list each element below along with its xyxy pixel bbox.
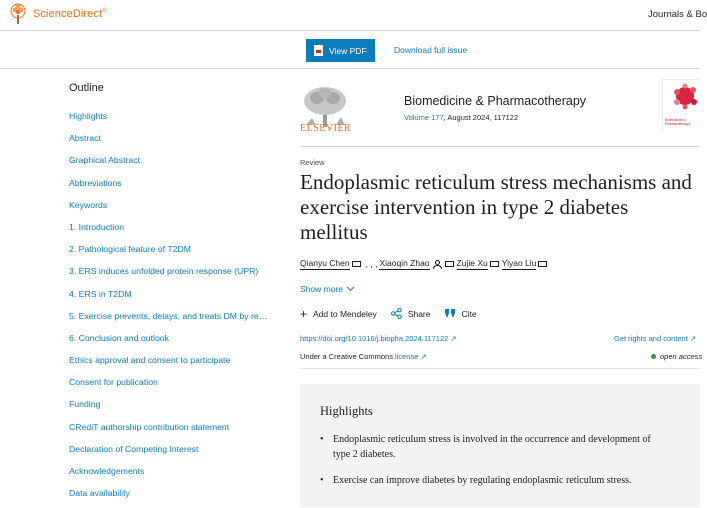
outline-item-ethics[interactable]: Ethics approval and consent to participate bbox=[69, 355, 231, 366]
email-icon[interactable] bbox=[490, 261, 499, 267]
open-access-label: open access bbox=[660, 352, 703, 361]
outline-title: Outline bbox=[69, 82, 104, 94]
view-pdf-button[interactable] bbox=[306, 39, 375, 62]
author-xiaoqin-zhao[interactable]: Xiaoqin Zhao bbox=[379, 258, 430, 268]
outline-item-declaration[interactable]: Declaration of Competing Interest bbox=[69, 443, 199, 454]
license-link-label: license bbox=[395, 352, 419, 361]
email-icon[interactable] bbox=[445, 261, 454, 267]
external-link-icon: ↗ bbox=[689, 334, 697, 343]
chevron-down-icon bbox=[347, 284, 354, 291]
doi-link[interactable] bbox=[300, 334, 457, 343]
mendeley-label: Add to Mendeley bbox=[313, 308, 377, 319]
show-more-label: Show more bbox=[300, 284, 343, 294]
issue-date-pages: , August 2024, 117122 bbox=[443, 113, 519, 122]
outline-item-graphical-abstract[interactable]: Graphical Abstract bbox=[69, 155, 140, 166]
license-prefix: Under a Creative Commons bbox=[300, 352, 393, 361]
highlights-title: Highlights bbox=[320, 404, 373, 418]
email-icon[interactable] bbox=[352, 261, 361, 267]
journal-issue-info bbox=[404, 113, 518, 122]
outline-item-ers-upr[interactable]: 3. ERS induces unfolded protein response (UPR) bbox=[69, 266, 259, 277]
doi-text: https://doi.org/10.1016/j.biopha.2024.117122 bbox=[300, 334, 449, 343]
elsevier-wordmark: ELSEVIER bbox=[300, 123, 352, 134]
outline-item-keywords[interactable]: Keywords bbox=[69, 199, 108, 210]
header-divider bbox=[300, 146, 700, 147]
outline-item-ers-t2dm[interactable]: 4. ERS in T2DM bbox=[69, 288, 132, 299]
outline-item-consent[interactable]: Consent for publication bbox=[69, 377, 158, 388]
view-pdf-label: View PDF bbox=[329, 45, 367, 56]
cite-button[interactable] bbox=[445, 309, 477, 319]
outline-item-data-availability[interactable]: Data availability bbox=[69, 488, 130, 499]
article-type: Review bbox=[300, 158, 325, 167]
share-button[interactable] bbox=[391, 308, 431, 319]
elsevier-tree-logo-icon[interactable] bbox=[6, 2, 30, 26]
highlight-item: • Exercise can improve diabetes by regulating endoplasmic reticulum stress. bbox=[320, 473, 660, 488]
share-label: Share bbox=[407, 308, 431, 319]
author-qianyu-chen[interactable]: Qianyu Chen bbox=[300, 258, 350, 268]
email-icon[interactable] bbox=[538, 261, 547, 267]
pdf-icon bbox=[314, 45, 323, 56]
outline-item-acknowledgements[interactable]: Acknowledgements bbox=[69, 466, 145, 476]
download-full-issue-link[interactable]: Download full issue bbox=[394, 45, 468, 55]
show-more-button[interactable] bbox=[300, 284, 353, 294]
quote-icon bbox=[445, 309, 456, 318]
author-zujie-xu[interactable]: Zujie Xu bbox=[456, 258, 488, 268]
outline-item-pathological-feature[interactable]: 2. Pathological feature of T2DM bbox=[69, 244, 192, 255]
person-icon bbox=[433, 260, 440, 268]
journal-cover-thumbnail[interactable] bbox=[662, 79, 700, 133]
author-separator: , , , bbox=[365, 259, 378, 269]
external-link-icon: ↗ bbox=[450, 334, 457, 343]
license-divider bbox=[300, 368, 700, 369]
rights-label: Get rights and content bbox=[614, 334, 688, 343]
outline-item-conclusion[interactable]: 6. Conclusion and outlook bbox=[69, 332, 169, 343]
external-link-icon: ↗ bbox=[420, 352, 427, 361]
journals-books-link[interactable]: Journals & Bo bbox=[648, 9, 707, 20]
top-header bbox=[0, 0, 707, 31]
outline-item-credit[interactable]: CRediT authorship contribution statement bbox=[69, 421, 230, 432]
outline-list bbox=[69, 109, 279, 508]
article-title: Endoplasmic reticulum stress mechanisms and exercise intervention in type 2 diabetes mellitus bbox=[300, 170, 692, 244]
author-yiyao-liu[interactable]: Yiyao Liu bbox=[501, 258, 537, 268]
highlights-list bbox=[320, 432, 660, 499]
outline-item-abstract[interactable]: Abstract bbox=[69, 133, 101, 144]
cite-label: Cite bbox=[461, 308, 477, 319]
outline-item-highlights[interactable]: Highlights bbox=[69, 111, 108, 121]
cover-title: Biomedicine & Pharmacotherapy bbox=[665, 118, 691, 126]
outline-item-abbreviations[interactable]: Abbreviations bbox=[69, 177, 122, 188]
highlight-item: • Endoplasmic reticulum stress is involved in the occurrence and development of type 2 diabetes. bbox=[320, 432, 660, 462]
share-icon bbox=[391, 308, 402, 319]
journal-title[interactable]: Biomedicine & Pharmacotherapy bbox=[404, 94, 587, 108]
volume-link[interactable]: Volume 177 bbox=[404, 113, 444, 122]
license-info bbox=[300, 352, 427, 361]
article-toolbar bbox=[0, 31, 700, 69]
article-actions bbox=[300, 308, 491, 319]
plus-icon: + bbox=[300, 306, 308, 321]
open-access-dot-icon bbox=[651, 354, 656, 359]
outline-item-introduction[interactable]: 1. Introduction bbox=[69, 221, 125, 232]
sciencedirect-logo[interactable]: ScienceDirect® bbox=[33, 8, 107, 20]
outline-item-exercise[interactable]: 5. Exercise prevents, delays, and treats DM by re… bbox=[69, 310, 268, 321]
open-access-badge bbox=[651, 352, 702, 361]
get-rights-link[interactable] bbox=[614, 334, 696, 343]
add-to-mendeley-button[interactable] bbox=[300, 306, 377, 321]
highlights-section bbox=[300, 384, 700, 507]
license-link[interactable] bbox=[395, 352, 427, 361]
author-list bbox=[300, 258, 550, 270]
outline-item-funding[interactable]: Funding bbox=[69, 399, 101, 410]
